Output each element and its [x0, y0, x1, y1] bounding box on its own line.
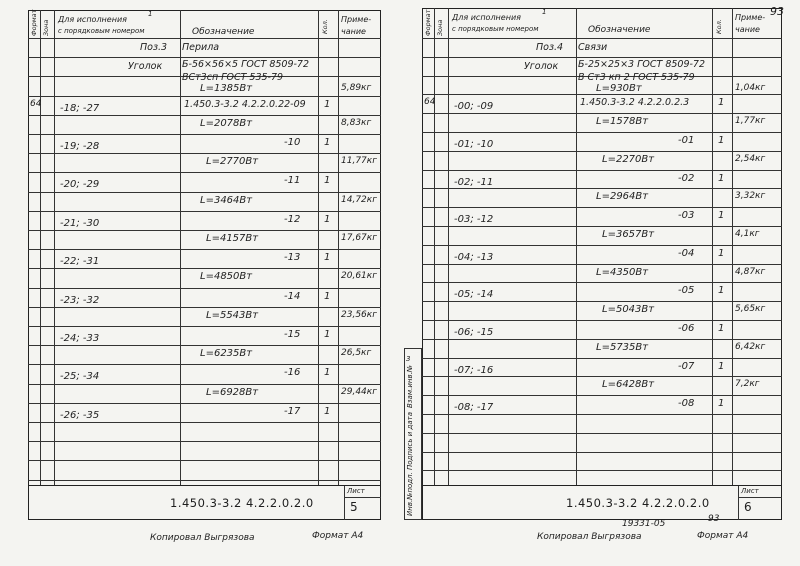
column-line — [180, 10, 181, 486]
row-format: 64 — [30, 98, 42, 109]
row-line — [28, 480, 381, 481]
row-line — [422, 226, 782, 227]
row-length: L=6428Вт — [602, 379, 655, 391]
row-designation: -13 — [284, 252, 301, 264]
row-length: L=2270Вт — [602, 153, 655, 165]
header-variant-line1: Для исполнения — [58, 15, 127, 24]
row-line — [28, 249, 381, 250]
side-label-inventory: Инв.№подл. — [406, 472, 414, 516]
header-note-line1: Приме- — [735, 13, 766, 22]
header-format: Формат — [424, 9, 432, 36]
row-line — [422, 358, 782, 359]
header-variant-line2: с порядковым номером — [452, 25, 539, 33]
mass-value: 1,04кг — [735, 82, 766, 93]
row-line — [28, 384, 381, 385]
header-designation: Обозначение — [588, 25, 651, 35]
row-variant: -07; -16 — [454, 364, 494, 376]
row-line — [422, 301, 782, 302]
row-designation: -02 — [678, 172, 695, 184]
row-variant: -00; -09 — [454, 101, 494, 113]
row-line — [28, 230, 381, 231]
sheet-number: 6 — [744, 500, 752, 514]
row-length: L=6928Вт — [206, 386, 259, 398]
header-line — [28, 38, 381, 39]
row-mass: 20,61кг — [341, 271, 377, 282]
row-line — [422, 188, 782, 189]
row-mass: 4,87кг — [735, 266, 766, 277]
header-note-line2: чание — [735, 25, 760, 34]
row-line — [422, 113, 782, 114]
row-designation: -07 — [678, 360, 695, 372]
row-quantity: 1 — [718, 97, 725, 109]
row-length: L=5543Вт — [206, 309, 259, 321]
row-line — [422, 433, 782, 434]
row-line — [422, 170, 782, 171]
length-value: L=930Вт — [596, 82, 642, 94]
row-line — [28, 460, 381, 461]
row-variant: -03; -12 — [454, 214, 494, 226]
sheet-label: Лист — [347, 487, 365, 495]
row-quantity: 1 — [324, 175, 331, 187]
title-divider — [738, 486, 739, 520]
header-variant-line1: Для исполнения — [452, 13, 521, 22]
header-format: Формат — [30, 9, 38, 36]
side-label-signature: Подпись и дата — [406, 412, 414, 470]
row-length: L=3464Вт — [200, 194, 253, 206]
row-designation: -04 — [678, 247, 695, 259]
row-mass: 14,72кг — [341, 194, 377, 205]
row-line — [422, 470, 782, 471]
row-line — [422, 414, 782, 415]
row-mass: 26,5кг — [341, 348, 372, 359]
row-designation: -08 — [678, 398, 695, 410]
row-quantity: 1 — [324, 405, 331, 417]
row-mass: 2,54кг — [735, 153, 766, 164]
title-divider — [344, 486, 345, 520]
header-line — [422, 38, 782, 39]
row-designation: -03 — [678, 210, 695, 222]
steel-standard: В Ст3 кп 2 ГОСТ 535-79 — [578, 71, 695, 83]
row-line — [422, 151, 782, 152]
row-mass: 7,2кг — [735, 379, 760, 390]
row-line — [28, 364, 381, 365]
row-line — [28, 96, 381, 97]
row-length: L=4350Вт — [596, 266, 649, 278]
steel-standard: ВСт3сп ГОСТ 535-79 — [182, 72, 284, 84]
corner-page-number: 93 — [770, 5, 784, 18]
row-line — [422, 395, 782, 396]
column-line — [54, 10, 55, 486]
row-length: L=2770Вт — [206, 156, 259, 168]
header-zone: Зона — [436, 19, 444, 36]
profile-standard: Б-25×25×3 ГОСТ 8509-72 — [578, 58, 706, 70]
profile-label: Уголок — [128, 61, 163, 73]
row-variant: -08; -17 — [454, 402, 494, 414]
row-line — [28, 172, 381, 173]
row-variant: -26; -35 — [60, 409, 100, 421]
row-line — [422, 264, 782, 265]
row-designation: -15 — [284, 329, 301, 340]
title-block — [28, 485, 381, 520]
sheet-number: 5 — [350, 500, 358, 514]
row-length: L=5043Вт — [602, 304, 655, 316]
row-line — [28, 211, 381, 212]
row-mass: 29,44кг — [341, 386, 377, 397]
row-designation: -10 — [284, 137, 301, 148]
row-line — [422, 320, 782, 321]
row-line — [28, 192, 381, 193]
row-length: L=4850Вт — [200, 271, 253, 283]
row-quantity: 1 — [718, 285, 725, 297]
row-line — [422, 57, 782, 58]
row-variant: -02; -11 — [454, 176, 494, 188]
side-number: 3 — [406, 355, 411, 363]
header-qty: Кол. — [321, 19, 329, 34]
row-quantity: 1 — [324, 98, 331, 110]
row-mass: 5,65кг — [735, 304, 766, 315]
row-quantity: 1 — [324, 367, 331, 379]
row-line — [28, 57, 381, 58]
row-quantity: 1 — [324, 329, 331, 340]
header-index-mark: 1 — [148, 10, 153, 18]
position-title: Поз.3 — [140, 42, 168, 53]
footer-copied-left: Копировал Выгрязова — [150, 533, 255, 543]
header-zone: Зона — [42, 19, 50, 36]
row-mass: 17,67кг — [341, 233, 377, 243]
position-name: Связи — [578, 42, 608, 53]
row-quantity: 1 — [324, 213, 331, 225]
position-title: Поз.4 — [536, 42, 564, 53]
row-line — [28, 403, 381, 404]
row-variant: -19; -28 — [60, 141, 100, 152]
title-divider — [344, 497, 381, 498]
row-length: L=2078Вт — [200, 117, 253, 129]
row-length: L=1578Вт — [596, 116, 649, 128]
row-designation: -14 — [284, 290, 301, 302]
row-mass: 8,83кг — [341, 117, 372, 128]
row-designation: 1.450.3-3.2 4.2.2.0.22-09 — [184, 98, 306, 110]
row-line — [28, 307, 381, 308]
row-variant: -23; -32 — [60, 294, 100, 306]
row-mass: 4,1кг — [735, 229, 760, 239]
length-value: L=1385Вт — [200, 83, 253, 95]
row-quantity: 1 — [718, 360, 725, 372]
row-mass: 11,77кг — [341, 156, 377, 167]
title-divider — [738, 497, 782, 498]
row-length: L=2964Вт — [596, 191, 649, 203]
column-line — [318, 10, 319, 486]
row-line — [422, 94, 782, 95]
row-mass: 6,42кг — [735, 341, 766, 352]
row-designation: 1.450.3-3.2 4.2.2.0.2.3 — [580, 97, 690, 109]
row-variant: -05; -14 — [454, 289, 494, 301]
profile-standard: Б-56×56×5 ГОСТ 8509-72 — [182, 59, 310, 71]
row-line — [28, 153, 381, 154]
row-line — [422, 282, 782, 283]
row-variant: -22; -31 — [60, 256, 100, 268]
row-line — [28, 115, 381, 116]
footer-format-left: Формат А4 — [312, 531, 364, 541]
document-code: 1.450.3-3.2 4.2.2.0.2.0 — [566, 496, 710, 510]
mass-value: 5,89кг — [341, 83, 372, 94]
row-line — [422, 207, 782, 208]
header-note-line1: Приме- — [341, 15, 372, 24]
row-length: L=4157Вт — [206, 233, 259, 244]
row-length: L=3657Вт — [602, 229, 655, 240]
header-variant-line2: с порядковым номером — [58, 27, 145, 35]
stamp-page: 93 — [708, 514, 720, 524]
row-quantity: 1 — [718, 172, 725, 184]
row-mass: 1,77кг — [735, 116, 766, 127]
row-line — [422, 132, 782, 133]
row-line — [422, 339, 782, 340]
row-variant: -25; -34 — [60, 371, 100, 383]
header-note-line2: чание — [341, 27, 366, 36]
row-quantity: 1 — [718, 323, 725, 334]
footer-format-right: Формат А4 — [697, 531, 749, 541]
row-designation: -01 — [678, 135, 695, 146]
header-designation: Обозначение — [192, 27, 255, 37]
row-quantity: 1 — [324, 252, 331, 264]
document-code: 1.450.3-3.2 4.2.2.0.2.0 — [170, 496, 314, 510]
row-format: 64 — [424, 97, 436, 108]
row-quantity: 1 — [718, 210, 725, 222]
row-line — [28, 441, 381, 442]
row-quantity: 1 — [718, 135, 725, 146]
row-line — [422, 245, 782, 246]
row-variant: -18; -27 — [60, 102, 100, 114]
row-line — [28, 345, 381, 346]
header-index-mark: 1 — [542, 8, 547, 16]
row-length: L=6235Вт — [200, 348, 253, 360]
row-designation: -11 — [284, 175, 301, 187]
row-designation: -06 — [678, 323, 695, 334]
position-name: Перила — [182, 42, 220, 53]
row-designation: -12 — [284, 213, 301, 225]
column-line — [338, 10, 339, 486]
side-label-replaced: Взам.инв.№ — [406, 364, 414, 408]
row-variant: -20; -29 — [60, 179, 100, 191]
row-designation: -05 — [678, 285, 695, 297]
row-variant: -06; -15 — [454, 327, 494, 338]
row-quantity: 1 — [718, 247, 725, 259]
stamp-code: 19331-05 — [622, 519, 666, 529]
row-designation: -17 — [284, 405, 301, 417]
header-qty: Кол. — [715, 19, 723, 34]
row-line — [28, 268, 381, 269]
row-variant: -21; -30 — [60, 217, 100, 229]
row-line — [422, 452, 782, 453]
column-line — [40, 10, 41, 486]
row-mass: 23,56кг — [341, 309, 377, 320]
row-designation: -16 — [284, 367, 301, 379]
row-line — [28, 288, 381, 289]
title-block — [422, 485, 782, 520]
row-variant: -24; -33 — [60, 333, 100, 344]
row-mass: 3,32кг — [735, 191, 766, 202]
row-line — [28, 422, 381, 423]
profile-label: Уголок — [524, 60, 559, 72]
row-quantity: 1 — [718, 398, 725, 410]
row-variant: -01; -10 — [454, 139, 494, 150]
spec-sheet-left — [28, 10, 381, 520]
row-line — [28, 326, 381, 327]
row-line — [422, 376, 782, 377]
row-quantity: 1 — [324, 290, 331, 302]
footer-copied-right: Копировал Выгрязова — [537, 532, 642, 542]
row-variant: -04; -13 — [454, 251, 494, 263]
row-quantity: 1 — [324, 137, 331, 148]
sheet-label: Лист — [741, 487, 759, 495]
row-length: L=5735Вт — [596, 341, 649, 353]
spec-sheet-right — [406, 5, 784, 529]
row-line — [28, 134, 381, 135]
